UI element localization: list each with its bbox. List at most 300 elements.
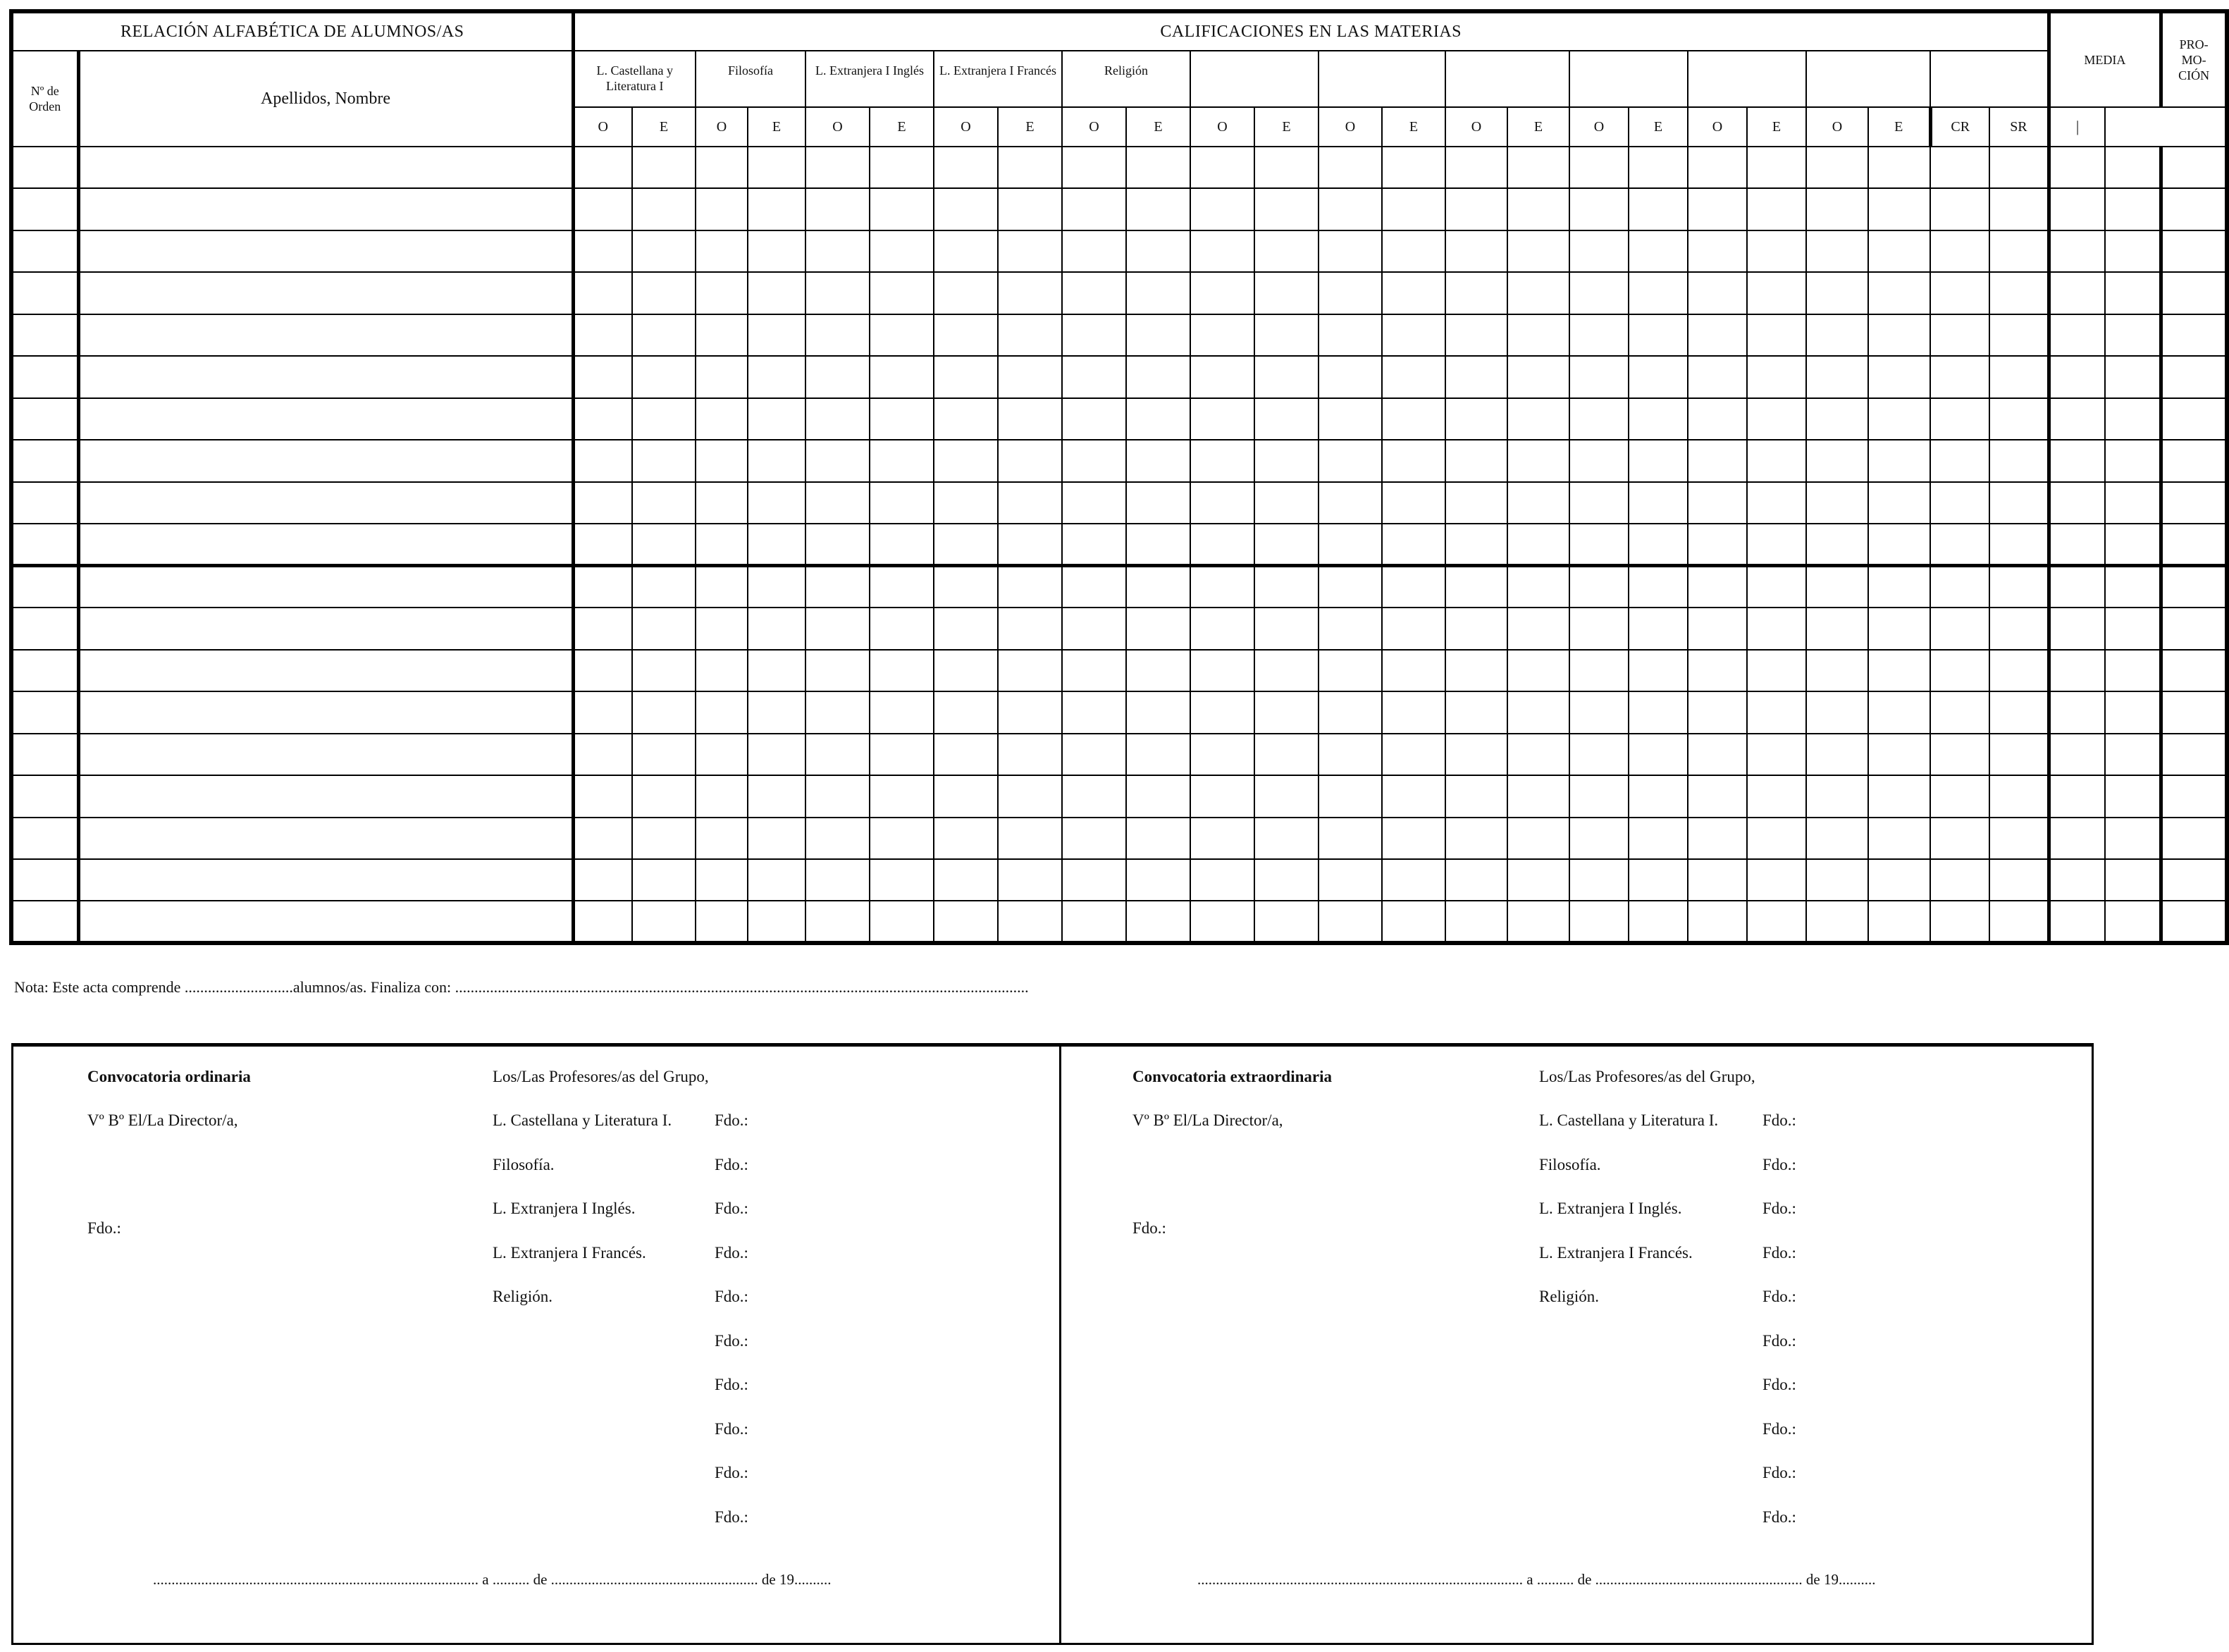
grade-cell[interactable] [1930,691,1989,733]
name-cell[interactable] [78,398,573,440]
grade-cell[interactable] [1382,440,1445,481]
grade-cell[interactable] [696,147,748,188]
grade-cell[interactable] [1126,230,1190,272]
grade-cell[interactable] [998,901,1062,942]
grade-cell[interactable] [696,482,748,524]
grade-cell[interactable] [805,314,870,356]
grade-cell[interactable] [1688,356,1747,397]
grade-cell[interactable] [1688,188,1747,230]
grade-cell[interactable] [998,734,1062,775]
grade-cell[interactable] [870,147,934,188]
grade-cell[interactable] [805,901,870,942]
order-cell[interactable] [11,691,78,733]
grade-cell[interactable] [1569,691,1629,733]
grade-cell[interactable] [1254,524,1319,565]
grade-cell[interactable] [748,901,805,942]
grade-cell[interactable] [1989,272,2049,314]
grade-cell[interactable] [1688,818,1747,859]
order-cell[interactable] [11,566,78,608]
grade-cell[interactable] [805,859,870,901]
grade-cell[interactable] [805,356,870,397]
grade-cell[interactable] [1868,314,1930,356]
grade-cell[interactable] [2161,859,2227,901]
grade-cell[interactable] [1629,524,1688,565]
grade-cell[interactable] [870,356,934,397]
grade-cell[interactable] [2161,818,2227,859]
grade-cell[interactable] [2105,566,2161,608]
grade-cell[interactable] [1868,691,1930,733]
grade-cell[interactable] [1126,398,1190,440]
grade-cell[interactable] [805,272,870,314]
name-cell[interactable] [78,440,573,481]
grade-cell[interactable] [632,482,696,524]
grade-cell[interactable] [2049,818,2105,859]
teacher-signature-field[interactable]: Fdo.: [1762,1288,1796,1305]
grade-cell[interactable] [1569,734,1629,775]
grade-cell[interactable] [573,230,632,272]
grade-cell[interactable] [696,524,748,565]
grade-cell[interactable] [1382,775,1445,817]
grade-cell[interactable] [1629,859,1688,901]
order-cell[interactable] [11,901,78,942]
grade-cell[interactable] [1507,608,1569,649]
grade-cell[interactable] [1629,608,1688,649]
grade-cell[interactable] [998,272,1062,314]
grade-cell[interactable] [696,356,748,397]
grade-cell[interactable] [870,524,934,565]
grade-cell[interactable] [1806,901,1868,942]
grade-cell[interactable] [1445,818,1507,859]
grade-cell[interactable] [1629,566,1688,608]
grade-cell[interactable] [696,818,748,859]
grade-cell[interactable] [1688,650,1747,691]
grade-cell[interactable] [2049,314,2105,356]
grade-cell[interactable] [1569,818,1629,859]
grade-cell[interactable] [1445,147,1507,188]
grade-cell[interactable] [1806,356,1868,397]
grade-cell[interactable] [1507,524,1569,565]
grade-cell[interactable] [1062,650,1126,691]
grade-cell[interactable] [1507,440,1569,481]
order-cell[interactable] [11,482,78,524]
grade-cell[interactable] [870,230,934,272]
grade-cell[interactable] [1507,650,1569,691]
grade-cell[interactable] [1445,859,1507,901]
grade-cell[interactable] [998,524,1062,565]
grade-cell[interactable] [1989,524,2049,565]
grade-cell[interactable] [1382,524,1445,565]
name-cell[interactable] [78,524,573,565]
grade-cell[interactable] [1190,608,1254,649]
name-cell[interactable] [78,272,573,314]
grade-cell[interactable] [1806,691,1868,733]
grade-cell[interactable] [1806,440,1868,481]
grade-cell[interactable] [1319,147,1382,188]
grade-cell[interactable] [998,859,1062,901]
teacher-signature-field[interactable]: Fdo.: [1762,1200,1796,1217]
grade-cell[interactable] [1382,691,1445,733]
grade-cell[interactable] [2105,356,2161,397]
grade-cell[interactable] [1445,482,1507,524]
grade-cell[interactable] [1989,775,2049,817]
grade-cell[interactable] [870,272,934,314]
grade-cell[interactable] [934,272,998,314]
grade-cell[interactable] [1868,188,1930,230]
teacher-signature-field[interactable]: Fdo.: [715,1243,748,1262]
grade-cell[interactable] [1930,356,1989,397]
grade-cell[interactable] [1126,482,1190,524]
grade-cell[interactable] [1868,608,1930,649]
grade-cell[interactable] [1569,566,1629,608]
grade-cell[interactable] [1507,188,1569,230]
grade-cell[interactable] [1569,398,1629,440]
grade-cell[interactable] [2161,147,2227,188]
order-cell[interactable] [11,440,78,481]
grade-cell[interactable] [1806,398,1868,440]
grade-cell[interactable] [934,608,998,649]
grade-cell[interactable] [748,691,805,733]
grade-cell[interactable] [1062,482,1126,524]
grade-cell[interactable] [573,566,632,608]
grade-cell[interactable] [1319,398,1382,440]
grade-cell[interactable] [1989,818,2049,859]
grade-cell[interactable] [748,608,805,649]
grade-cell[interactable] [1126,775,1190,817]
grade-cell[interactable] [1254,398,1319,440]
grade-cell[interactable] [1747,818,1806,859]
grade-cell[interactable] [805,482,870,524]
grade-cell[interactable] [1319,566,1382,608]
grade-cell[interactable] [870,314,934,356]
grade-cell[interactable] [934,901,998,942]
grade-cell[interactable] [1190,734,1254,775]
order-cell[interactable] [11,230,78,272]
grade-cell[interactable] [2161,734,2227,775]
grade-cell[interactable] [2161,188,2227,230]
grade-cell[interactable] [632,147,696,188]
grade-cell[interactable] [1930,608,1989,649]
grade-cell[interactable] [1319,482,1382,524]
grade-cell[interactable] [1319,524,1382,565]
grade-cell[interactable] [1254,734,1319,775]
grade-cell[interactable] [1382,650,1445,691]
grade-cell[interactable] [1126,566,1190,608]
grade-cell[interactable] [870,818,934,859]
grade-cell[interactable] [1062,272,1126,314]
grade-cell[interactable] [1930,524,1989,565]
grade-cell[interactable] [2161,230,2227,272]
grade-cell[interactable] [1445,272,1507,314]
grade-cell[interactable] [1806,482,1868,524]
grade-cell[interactable] [573,356,632,397]
grade-cell[interactable] [870,398,934,440]
grade-cell[interactable] [696,230,748,272]
grade-cell[interactable] [1445,314,1507,356]
grade-cell[interactable] [1989,188,2049,230]
grade-cell[interactable] [1989,398,2049,440]
grade-cell[interactable] [1688,734,1747,775]
grade-cell[interactable] [1868,566,1930,608]
grade-cell[interactable] [1930,230,1989,272]
name-cell[interactable] [78,901,573,942]
grade-cell[interactable] [1190,314,1254,356]
grade-cell[interactable] [998,314,1062,356]
name-cell[interactable] [78,691,573,733]
grade-cell[interactable] [1868,147,1930,188]
grade-cell[interactable] [870,566,934,608]
grade-cell[interactable] [1254,566,1319,608]
grade-cell[interactable] [573,314,632,356]
grade-cell[interactable] [1688,608,1747,649]
teacher-signature-field[interactable]: Fdo.: [1762,1464,1796,1481]
grade-cell[interactable] [870,650,934,691]
grade-cell[interactable] [1747,524,1806,565]
name-cell[interactable] [78,482,573,524]
grade-cell[interactable] [1190,482,1254,524]
grade-cell[interactable] [1319,356,1382,397]
grade-cell[interactable] [1507,147,1569,188]
grade-cell[interactable] [1930,859,1989,901]
grade-cell[interactable] [1190,859,1254,901]
grade-cell[interactable] [632,524,696,565]
grade-cell[interactable] [2105,440,2161,481]
grade-cell[interactable] [1445,901,1507,942]
grade-cell[interactable] [2105,230,2161,272]
grade-cell[interactable] [748,272,805,314]
grade-cell[interactable] [1747,356,1806,397]
grade-cell[interactable] [1569,482,1629,524]
grade-cell[interactable] [870,734,934,775]
grade-cell[interactable] [1569,230,1629,272]
grade-cell[interactable] [632,818,696,859]
grade-cell[interactable] [1319,775,1382,817]
grade-cell[interactable] [1747,650,1806,691]
grade-cell[interactable] [2161,901,2227,942]
grade-cell[interactable] [870,188,934,230]
grade-cell[interactable] [934,147,998,188]
grade-cell[interactable] [1445,398,1507,440]
grade-cell[interactable] [2105,524,2161,565]
grade-cell[interactable] [2161,650,2227,691]
grade-cell[interactable] [1569,188,1629,230]
grade-cell[interactable] [1989,734,2049,775]
grade-cell[interactable] [696,188,748,230]
grade-cell[interactable] [2161,482,2227,524]
grade-cell[interactable] [934,566,998,608]
grade-cell[interactable] [934,691,998,733]
grade-cell[interactable] [2161,314,2227,356]
grade-cell[interactable] [934,482,998,524]
grade-cell[interactable] [1989,440,2049,481]
grade-cell[interactable] [632,188,696,230]
grade-cell[interactable] [1569,608,1629,649]
grade-cell[interactable] [573,524,632,565]
grade-cell[interactable] [1806,230,1868,272]
grade-cell[interactable] [1062,775,1126,817]
name-cell[interactable] [78,734,573,775]
grade-cell[interactable] [696,691,748,733]
grade-cell[interactable] [1254,440,1319,481]
name-cell[interactable] [78,859,573,901]
grade-cell[interactable] [1806,566,1868,608]
grade-cell[interactable] [1930,147,1989,188]
grade-cell[interactable] [934,524,998,565]
grade-cell[interactable] [1569,524,1629,565]
grade-cell[interactable] [1868,398,1930,440]
grade-cell[interactable] [632,566,696,608]
grade-cell[interactable] [2161,566,2227,608]
grade-cell[interactable] [2161,691,2227,733]
grade-cell[interactable] [1507,691,1569,733]
grade-cell[interactable] [748,650,805,691]
grade-cell[interactable] [1688,440,1747,481]
grade-cell[interactable] [1382,818,1445,859]
grade-cell[interactable] [1190,818,1254,859]
grade-cell[interactable] [998,188,1062,230]
grade-cell[interactable] [632,775,696,817]
grade-cell[interactable] [1445,440,1507,481]
grade-cell[interactable] [870,901,934,942]
grade-cell[interactable] [1747,482,1806,524]
grade-cell[interactable] [1747,859,1806,901]
grade-cell[interactable] [1126,608,1190,649]
grade-cell[interactable] [1190,901,1254,942]
grade-cell[interactable] [1382,230,1445,272]
grade-cell[interactable] [1629,147,1688,188]
grade-cell[interactable] [1062,314,1126,356]
name-cell[interactable] [78,147,573,188]
grade-cell[interactable] [2049,901,2105,942]
grade-cell[interactable] [805,608,870,649]
grade-cell[interactable] [1688,398,1747,440]
grade-cell[interactable] [1507,734,1569,775]
grade-cell[interactable] [1569,314,1629,356]
grade-cell[interactable] [1629,818,1688,859]
grade-cell[interactable] [1190,524,1254,565]
grade-cell[interactable] [573,608,632,649]
grade-cell[interactable] [1319,818,1382,859]
grade-cell[interactable] [696,608,748,649]
order-cell[interactable] [11,314,78,356]
grade-cell[interactable] [934,314,998,356]
grade-cell[interactable] [1190,775,1254,817]
grade-cell[interactable] [1126,901,1190,942]
grade-cell[interactable] [1445,691,1507,733]
teacher-signature-field[interactable]: Fdo.: [715,1288,748,1305]
grade-cell[interactable] [1868,818,1930,859]
grade-cell[interactable] [1319,859,1382,901]
grade-cell[interactable] [1688,566,1747,608]
grade-cell[interactable] [1930,566,1989,608]
grade-cell[interactable] [696,775,748,817]
grade-cell[interactable] [748,356,805,397]
order-cell[interactable] [11,608,78,649]
grade-cell[interactable] [1868,524,1930,565]
teacher-signature-field[interactable]: Fdo.: [1762,1243,1796,1262]
grade-cell[interactable] [1190,691,1254,733]
grade-cell[interactable] [696,650,748,691]
grade-cell[interactable] [748,524,805,565]
grade-cell[interactable] [2049,524,2105,565]
grade-cell[interactable] [1254,147,1319,188]
grade-cell[interactable] [2049,482,2105,524]
grade-cell[interactable] [1126,314,1190,356]
grade-cell[interactable] [632,398,696,440]
teacher-signature-field[interactable]: Fdo.: [715,1200,748,1217]
grade-cell[interactable] [1254,188,1319,230]
grade-cell[interactable] [1806,147,1868,188]
grade-cell[interactable] [1806,818,1868,859]
grade-cell[interactable] [2049,691,2105,733]
name-cell[interactable] [78,650,573,691]
grade-cell[interactable] [632,859,696,901]
grade-cell[interactable] [748,188,805,230]
grade-cell[interactable] [1930,188,1989,230]
grade-cell[interactable] [1747,691,1806,733]
order-cell[interactable] [11,524,78,565]
grade-cell[interactable] [1254,356,1319,397]
name-cell[interactable] [78,775,573,817]
grade-cell[interactable] [1989,901,2049,942]
grade-cell[interactable] [934,775,998,817]
grade-cell[interactable] [1930,398,1989,440]
grade-cell[interactable] [2105,650,2161,691]
teacher-signature-field[interactable]: Fdo.: [1762,1155,1796,1173]
grade-cell[interactable] [573,272,632,314]
teacher-signature-field[interactable]: Fdo.: [715,1508,748,1526]
grade-cell[interactable] [632,608,696,649]
grade-cell[interactable] [805,398,870,440]
grade-cell[interactable] [934,230,998,272]
grade-cell[interactable] [934,188,998,230]
grade-cell[interactable] [805,147,870,188]
grade-cell[interactable] [1062,524,1126,565]
grade-cell[interactable] [1507,775,1569,817]
grade-cell[interactable] [1445,775,1507,817]
grade-cell[interactable] [696,440,748,481]
grade-cell[interactable] [1930,314,1989,356]
teacher-signature-field[interactable]: Fdo.: [715,1155,748,1173]
grade-cell[interactable] [2049,859,2105,901]
grade-cell[interactable] [805,734,870,775]
grade-cell[interactable] [632,650,696,691]
teacher-signature-field[interactable]: Fdo.: [715,1111,748,1129]
grade-cell[interactable] [2105,272,2161,314]
grade-cell[interactable] [1445,608,1507,649]
grade-cell[interactable] [1868,901,1930,942]
grade-cell[interactable] [1569,650,1629,691]
grade-cell[interactable] [2161,608,2227,649]
grade-cell[interactable] [1747,398,1806,440]
order-cell[interactable] [11,188,78,230]
name-cell[interactable] [78,818,573,859]
grade-cell[interactable] [1062,398,1126,440]
grade-cell[interactable] [870,440,934,481]
grade-cell[interactable] [934,650,998,691]
grade-cell[interactable] [2161,272,2227,314]
grade-cell[interactable] [870,482,934,524]
grade-cell[interactable] [1868,272,1930,314]
grade-cell[interactable] [1254,818,1319,859]
grade-cell[interactable] [1569,901,1629,942]
grade-cell[interactable] [696,272,748,314]
grade-cell[interactable] [2161,775,2227,817]
grade-cell[interactable] [573,650,632,691]
grade-cell[interactable] [1747,230,1806,272]
grade-cell[interactable] [1382,356,1445,397]
grade-cell[interactable] [1747,147,1806,188]
grade-cell[interactable] [1126,691,1190,733]
